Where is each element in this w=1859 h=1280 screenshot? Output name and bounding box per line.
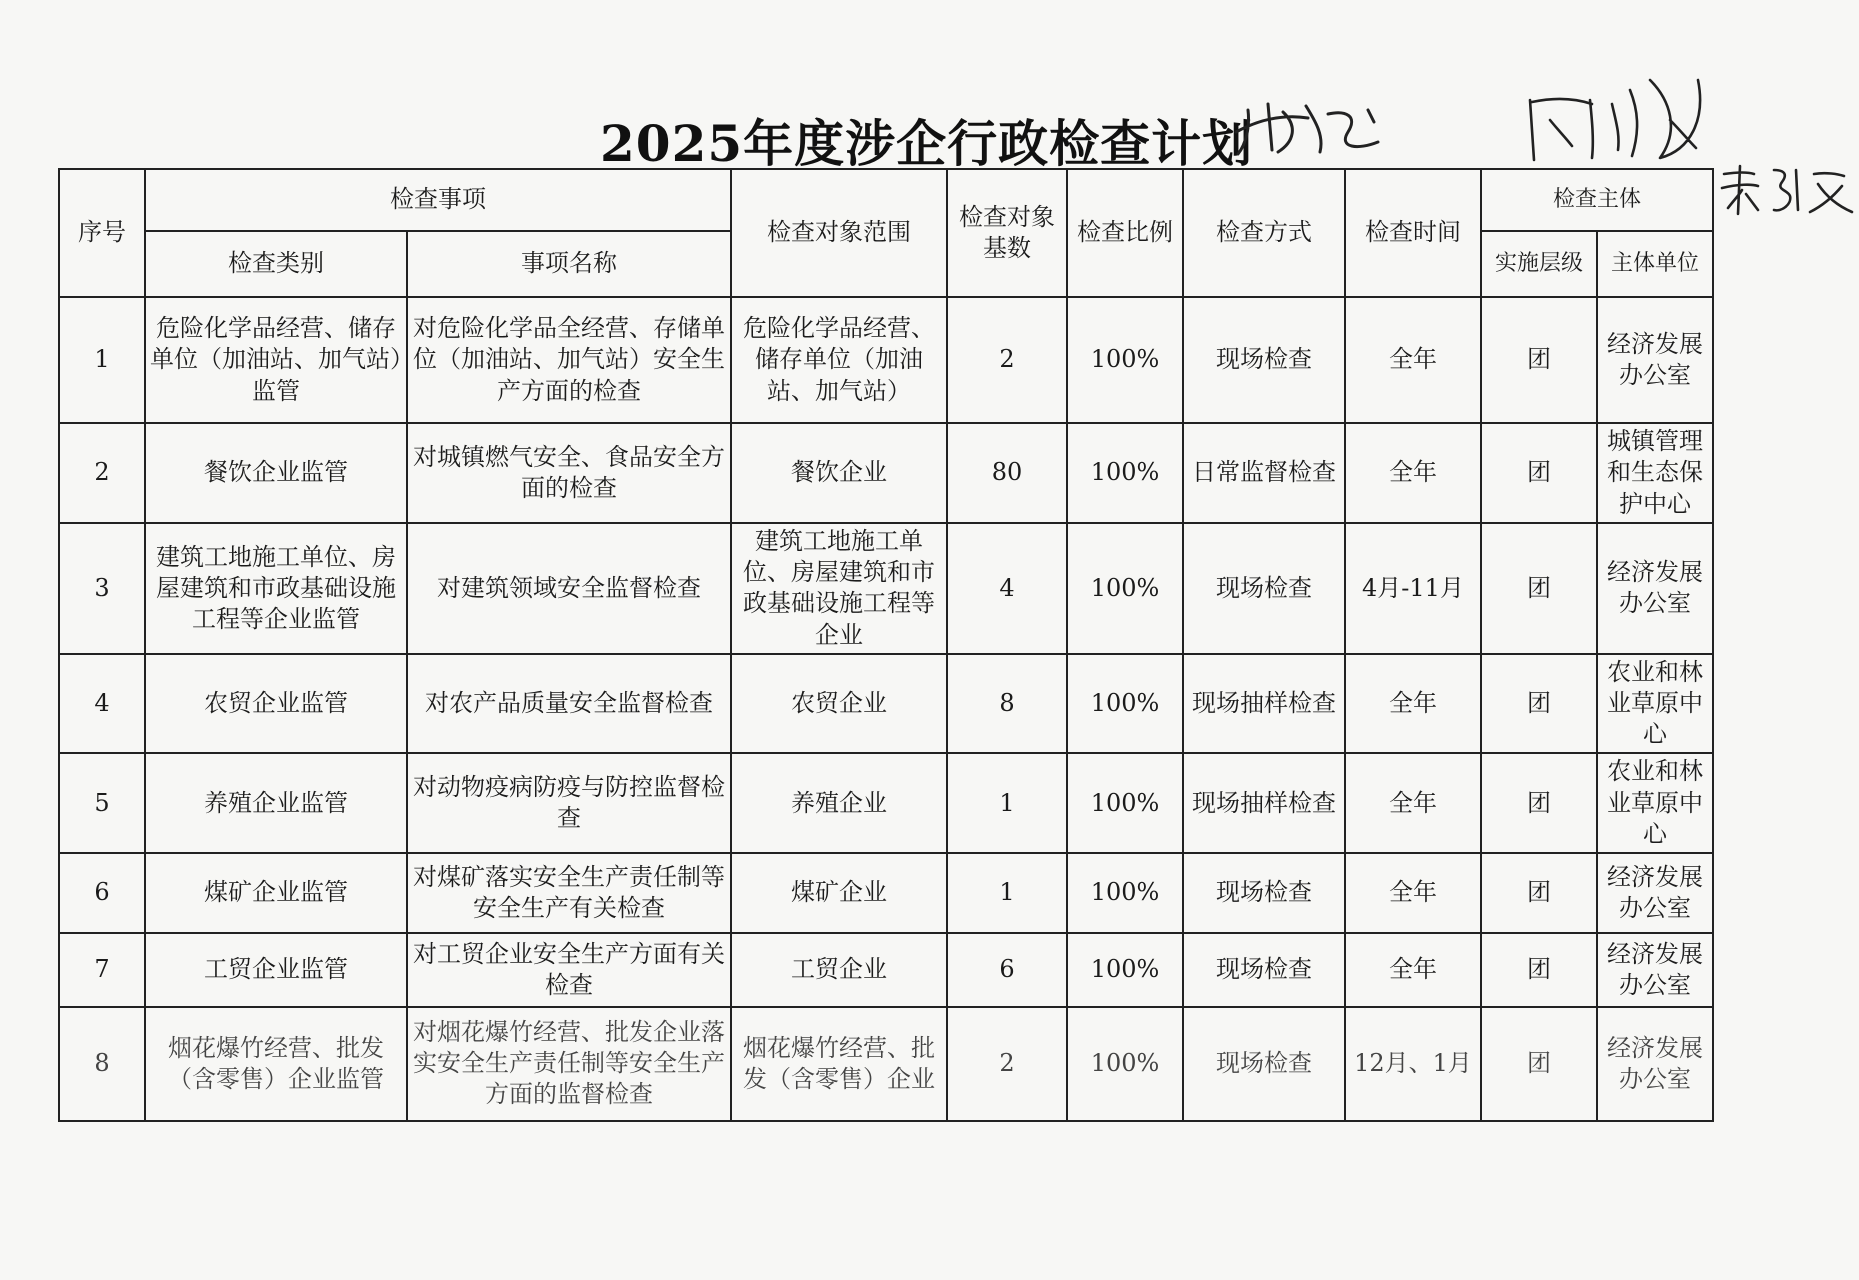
header-subject-group: 检查主体 bbox=[1481, 169, 1713, 231]
cell-count: 8 bbox=[947, 654, 1067, 754]
cell-ratio: 100% bbox=[1067, 654, 1183, 754]
cell-seq: 5 bbox=[59, 753, 145, 853]
cell-category: 餐饮企业监管 bbox=[145, 423, 407, 523]
cell-level: 团 bbox=[1481, 753, 1597, 853]
table-row bbox=[59, 423, 1713, 523]
cell-ratio: 100% bbox=[1067, 933, 1183, 1007]
cell-scope: 烟花爆竹经营、批发（含零售）企业 bbox=[731, 1007, 947, 1121]
cell-count: 2 bbox=[947, 1007, 1067, 1121]
signature-1 bbox=[1228, 92, 1398, 162]
header-level: 实施层级 bbox=[1481, 231, 1597, 297]
cell-count: 1 bbox=[947, 753, 1067, 853]
cell-count: 2 bbox=[947, 297, 1067, 423]
cell-time: 全年 bbox=[1345, 423, 1481, 523]
cell-level: 团 bbox=[1481, 654, 1597, 754]
cell-seq: 4 bbox=[59, 654, 145, 754]
cell-seq: 1 bbox=[59, 297, 145, 423]
cell-level: 团 bbox=[1481, 423, 1597, 523]
cell-seq: 7 bbox=[59, 933, 145, 1007]
cell-method: 现场检查 bbox=[1183, 933, 1345, 1007]
cell-scope: 农贸企业 bbox=[731, 654, 947, 754]
cell-item: 对农产品质量安全监督检查 bbox=[407, 654, 731, 754]
cell-time: 全年 bbox=[1345, 753, 1481, 853]
cell-scope: 养殖企业 bbox=[731, 753, 947, 853]
cell-level: 团 bbox=[1481, 297, 1597, 423]
cell-method: 现场检查 bbox=[1183, 297, 1345, 423]
cell-unit: 城镇管理和生态保护中心 bbox=[1597, 423, 1713, 523]
header-ratio: 检查比例 bbox=[1067, 169, 1183, 297]
cell-item: 对烟花爆竹经营、批发企业落实安全生产责任制等安全生产方面的监督检查 bbox=[407, 1007, 731, 1121]
cell-count: 1 bbox=[947, 853, 1067, 933]
cell-category: 工贸企业监管 bbox=[145, 933, 407, 1007]
cell-count: 4 bbox=[947, 523, 1067, 654]
cell-item: 对城镇燃气安全、食品安全方面的检查 bbox=[407, 423, 731, 523]
cell-time: 4月-11月 bbox=[1345, 523, 1481, 654]
cell-seq: 2 bbox=[59, 423, 145, 523]
cell-time: 12月、1月 bbox=[1345, 1007, 1481, 1121]
cell-item: 对危险化学品全经营、存储单位（加油站、加气站）安全生产方面的检查 bbox=[407, 297, 731, 423]
cell-unit: 经济发展办公室 bbox=[1597, 297, 1713, 423]
header-item-name: 事项名称 bbox=[407, 231, 731, 297]
cell-unit: 农业和林业草原中心 bbox=[1597, 654, 1713, 754]
table-row bbox=[59, 654, 1713, 754]
cell-ratio: 100% bbox=[1067, 1007, 1183, 1121]
cell-level: 团 bbox=[1481, 933, 1597, 1007]
cell-item: 对工贸企业安全生产方面有关检查 bbox=[407, 933, 731, 1007]
header-time: 检查时间 bbox=[1345, 169, 1481, 297]
table-row bbox=[59, 753, 1713, 853]
table-row bbox=[59, 523, 1713, 654]
cell-unit: 经济发展办公室 bbox=[1597, 933, 1713, 1007]
cell-category: 烟花爆竹经营、批发（含零售）企业监管 bbox=[145, 1007, 407, 1121]
cell-category: 煤矿企业监管 bbox=[145, 853, 407, 933]
header-unit: 主体单位 bbox=[1597, 231, 1713, 297]
table-row bbox=[59, 853, 1713, 933]
cell-level: 团 bbox=[1481, 853, 1597, 933]
signature-3 bbox=[1718, 160, 1858, 220]
signature-2 bbox=[1520, 60, 1720, 180]
cell-ratio: 100% bbox=[1067, 523, 1183, 654]
header-method: 检查方式 bbox=[1183, 169, 1345, 297]
cell-count: 80 bbox=[947, 423, 1067, 523]
cell-unit: 经济发展办公室 bbox=[1597, 853, 1713, 933]
header-category: 检查类别 bbox=[145, 231, 407, 297]
cell-ratio: 100% bbox=[1067, 753, 1183, 853]
cell-seq: 6 bbox=[59, 853, 145, 933]
table-row bbox=[59, 933, 1713, 1007]
cell-unit: 经济发展办公室 bbox=[1597, 523, 1713, 654]
cell-category: 养殖企业监管 bbox=[145, 753, 407, 853]
cell-time: 全年 bbox=[1345, 933, 1481, 1007]
cell-ratio: 100% bbox=[1067, 853, 1183, 933]
table-row bbox=[59, 1007, 1713, 1121]
header-base-count: 检查对象基数 bbox=[947, 169, 1067, 297]
cell-time: 全年 bbox=[1345, 853, 1481, 933]
cell-time: 全年 bbox=[1345, 297, 1481, 423]
cell-level: 团 bbox=[1481, 523, 1597, 654]
cell-item: 对动物疫病防疫与防控监督检查 bbox=[407, 753, 731, 853]
cell-scope: 工贸企业 bbox=[731, 933, 947, 1007]
cell-ratio: 100% bbox=[1067, 423, 1183, 523]
cell-item: 对煤矿落实安全生产责任制等安全生产有关检查 bbox=[407, 853, 731, 933]
header-items-group: 检查事项 bbox=[145, 169, 731, 231]
header-seq: 序号 bbox=[59, 169, 145, 297]
cell-unit: 经济发展办公室 bbox=[1597, 1007, 1713, 1121]
cell-time: 全年 bbox=[1345, 654, 1481, 754]
cell-category: 建筑工地施工单位、房屋建筑和市政基础设施工程等企业监管 bbox=[145, 523, 407, 654]
cell-category: 危险化学品经营、储存单位（加油站、加气站）监管 bbox=[145, 297, 407, 423]
cell-level: 团 bbox=[1481, 1007, 1597, 1121]
cell-method: 现场检查 bbox=[1183, 523, 1345, 654]
cell-scope: 建筑工地施工单位、房屋建筑和市政基础设施工程等企业 bbox=[731, 523, 947, 654]
cell-scope: 危险化学品经营、储存单位（加油站、加气站） bbox=[731, 297, 947, 423]
cell-scope: 煤矿企业 bbox=[731, 853, 947, 933]
cell-method: 现场抽样检查 bbox=[1183, 654, 1345, 754]
cell-method: 日常监督检查 bbox=[1183, 423, 1345, 523]
table-row bbox=[59, 297, 1713, 423]
cell-method: 现场检查 bbox=[1183, 1007, 1345, 1121]
cell-count: 6 bbox=[947, 933, 1067, 1007]
cell-ratio: 100% bbox=[1067, 297, 1183, 423]
cell-method: 现场抽样检查 bbox=[1183, 753, 1345, 853]
cell-method: 现场检查 bbox=[1183, 853, 1345, 933]
page-title: 2025年度涉企行政检查计划 bbox=[600, 114, 1254, 173]
header-scope: 检查对象范围 bbox=[731, 169, 947, 297]
cell-seq: 3 bbox=[59, 523, 145, 654]
cell-item: 对建筑领域安全监督检查 bbox=[407, 523, 731, 654]
cell-unit: 农业和林业草原中心 bbox=[1597, 753, 1713, 853]
inspection-plan-table bbox=[58, 168, 1714, 1122]
cell-seq: 8 bbox=[59, 1007, 145, 1121]
cell-scope: 餐饮企业 bbox=[731, 423, 947, 523]
cell-category: 农贸企业监管 bbox=[145, 654, 407, 754]
